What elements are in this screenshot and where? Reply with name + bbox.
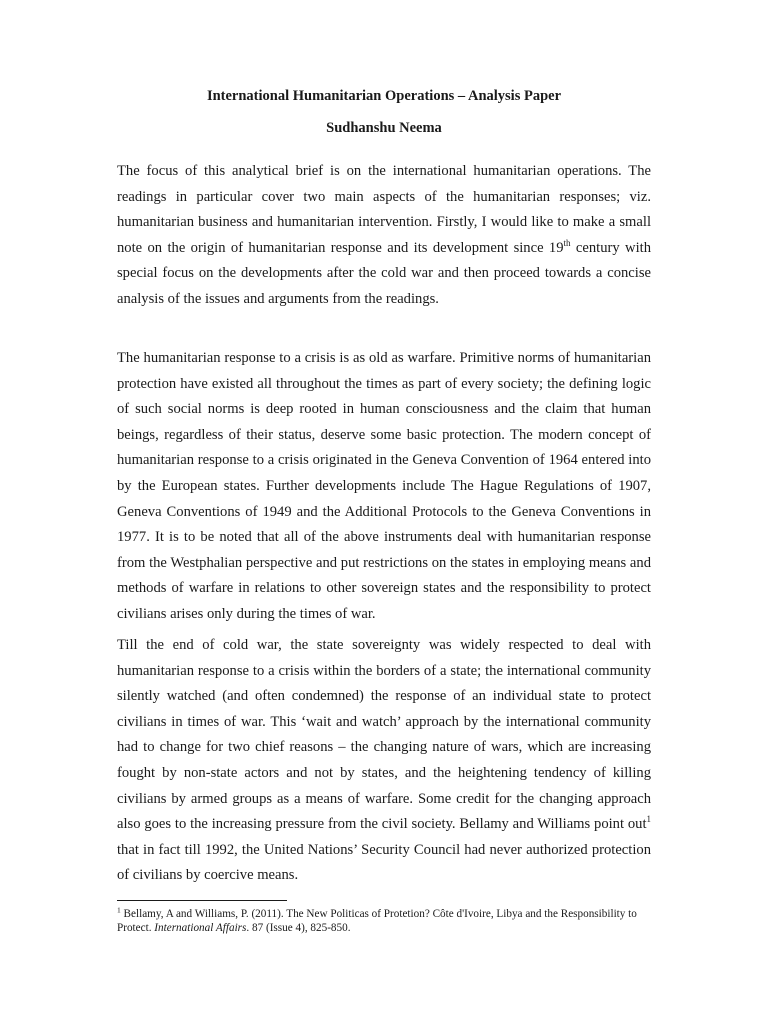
- author-name: Sudhanshu Neema: [326, 120, 442, 136]
- paragraph-1: [117, 159, 651, 313]
- paragraph-2: The humanitarian response to a crisis is as old as warfare. Primitive norms of humanitarian protection have existed all throughout the times as part of every society; the defining logic of such social norms is deep rooted in human consciousness and the claim that human beings, regardless of their status, deserve some basic protection. The modern concept of humanitarian response to a crisis originated in the Geneva Convention of 1964 entered into by the European states. Further developments include The Hague Regulations of 1907, Geneva Conventions of 1949 and the Additional Protocols to the Geneva Conventions in 1977. It is to be noted that all of the above instruments deal with humanitarian response from the Westphalian perspective and put restrictions on the states in employing means and methods of warfare in relations to other sovereign states and the responsibility to protect civilians arises only during the times of war.: [117, 350, 651, 622]
- paragraph-3: [117, 633, 651, 889]
- ordinal-superscript: th: [563, 237, 571, 248]
- footnote-reference-marker[interactable]: 1: [646, 814, 651, 825]
- footnote-separator: [117, 900, 287, 901]
- footnote-marker: 1: [117, 905, 121, 915]
- document-title: International Humanitarian Operations – Analysis Paper: [206, 88, 562, 104]
- paragraph-3-text-a: Till the end of cold war, the state sovereignty was widely respected to deal with humanitarian response to a crisis within the borders of a state; the international community silently watched (and often condemned) the response of an individual state to protect civilians in times of war. This ‘wait and watch’ approach by the international community had to change for two chief reasons – the changing nature of wars, which are increasing fought by non-state actors and not by states, and the heightening tendency of killing civilians by armed groups as a means of warfare. Some credit for the changing approach also goes to the increasing pressure from the civil society. Bellamy and Williams point out: [117, 637, 651, 833]
- footnote-text-after: . 87 (Issue 4), 825-850.: [246, 922, 351, 934]
- paragraph-1-text-b: century with special focus on the developments after the cold war and then proceed towards a concise analysis of the issues and arguments from the readings.: [117, 239, 651, 307]
- paragraph-1-text-a: The focus of this analytical brief is on the international humanitarian operations. The readings in particular cover two main aspects of the humanitarian responses; viz. humanitarian business and humanitarian intervention. Firstly, I would like to make a small note on the origin of humanitarian response and its development since 19: [117, 163, 651, 256]
- paragraph-3-text-b: that in fact till 1992, the United Nations’ Security Council had never authorized protection of civilians by coercive means.: [117, 841, 651, 884]
- footnote-text-before: Bellamy, A and Williams, P. (2011). The New Politicas of Protetion? Côte d'Ivoire, Libya and the Responsibility to Protect.: [117, 908, 637, 934]
- footnote: [117, 907, 651, 935]
- footnote-journal: International Affairs: [154, 922, 247, 934]
